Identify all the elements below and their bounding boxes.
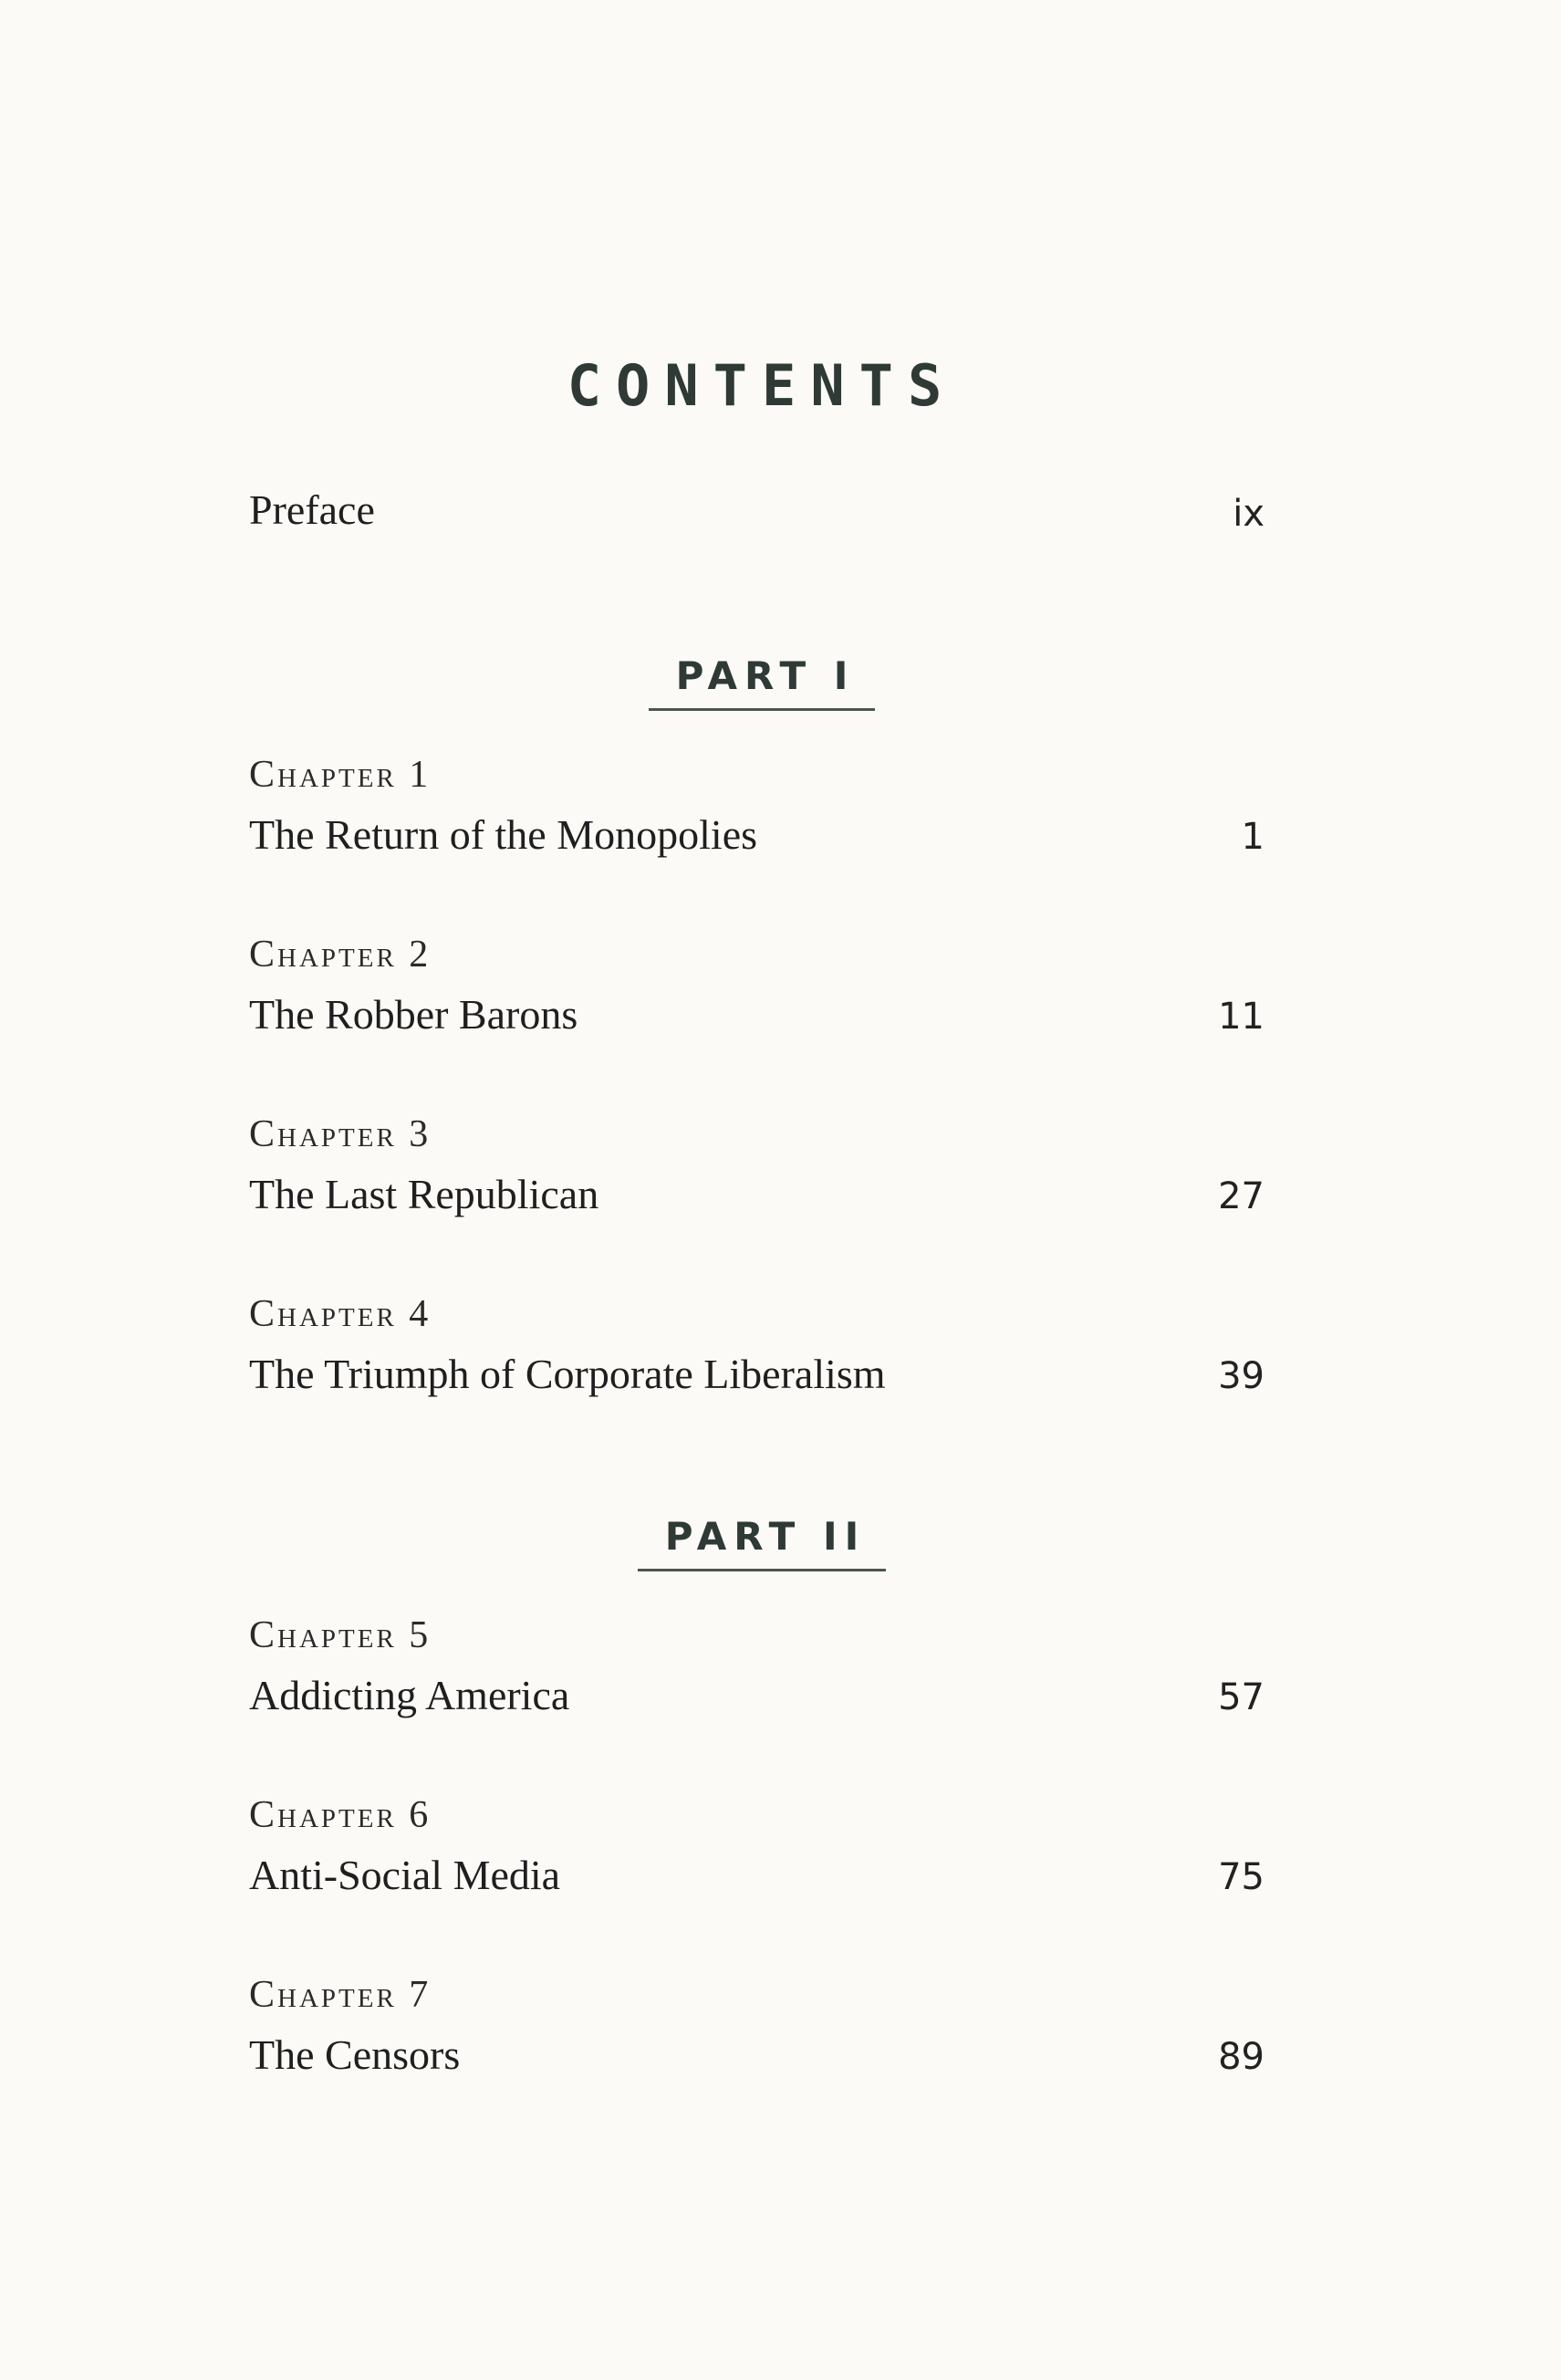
- chapter-label: Chapter 4: [249, 1293, 432, 1335]
- chapter-title: The Last Republican: [249, 1171, 599, 1217]
- chapter-page-number: 11: [1218, 996, 1264, 1038]
- preface-label: Preface: [249, 486, 375, 533]
- chapter-title: Addicting America: [249, 1672, 570, 1718]
- chapter-label: Chapter 2: [249, 934, 432, 976]
- chapter-label: Chapter 3: [249, 1113, 432, 1155]
- page-title: CONTENTS: [567, 352, 957, 419]
- chapter-page-number: 57: [1218, 1676, 1264, 1718]
- chapter-page-number: 39: [1218, 1355, 1264, 1397]
- chapter-label: Chapter 6: [249, 1794, 432, 1836]
- part-heading: [0, 653, 1524, 711]
- chapter-page-number: 27: [1218, 1175, 1264, 1217]
- chapter-title: The Return of the Monopolies: [249, 811, 758, 858]
- part-1-heading: PART I: [649, 657, 876, 711]
- chapter-label: Chapter 7: [249, 1974, 432, 2016]
- chapter-page-number: 75: [1218, 1856, 1264, 1898]
- chapter-page-number: 89: [1218, 2036, 1264, 2078]
- chapter-title: The Triumph of Corporate Liberalism: [249, 1351, 886, 1397]
- part-heading: [0, 1514, 1524, 1571]
- chapter-page-number: 1: [1241, 816, 1264, 858]
- chapter-label: Chapter 5: [249, 1614, 432, 1656]
- chapter-title: The Robber Barons: [249, 991, 578, 1038]
- chapter-title: The Censors: [249, 2031, 461, 2078]
- chapter-title: Anti-Social Media: [249, 1852, 561, 1898]
- preface-page-number: ix: [1233, 493, 1264, 535]
- chapter-label: Chapter 1: [249, 754, 432, 796]
- part-2-heading: PART II: [638, 1518, 886, 1571]
